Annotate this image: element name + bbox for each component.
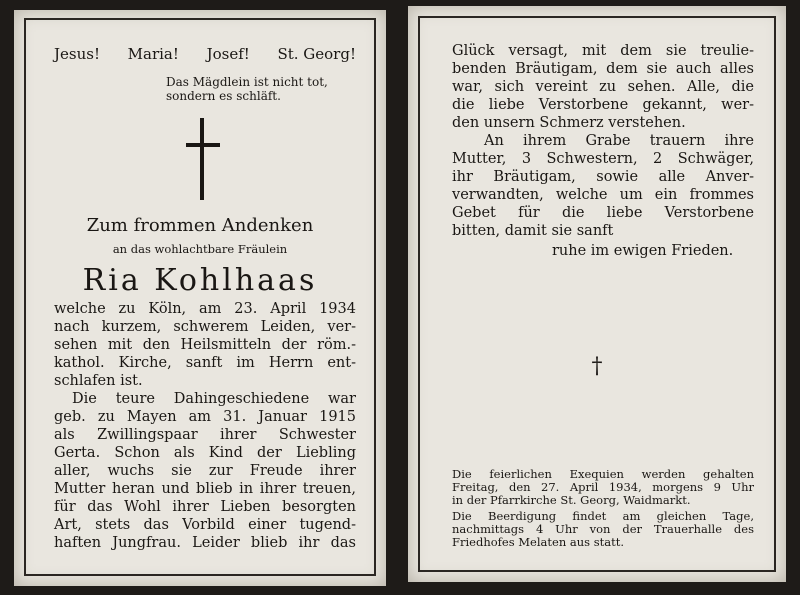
left-body-line: Gerta. Schon als Kind der Liebling	[54, 445, 356, 461]
right-body-line: An ihrem Grabe trauern ihre	[484, 133, 754, 149]
subheading: an das wohlachtbare Fräulein	[112, 242, 288, 256]
left-body-line: schlafen ist.	[54, 373, 143, 389]
notice-line: Freitag, den 27. April 1934, morgens 9 Uhr	[452, 480, 754, 494]
service-notice	[452, 468, 754, 549]
invocation-josef: Josef!	[206, 45, 250, 63]
right-body-line: Mutter, 3 Schwestern, 2 Schwäger,	[452, 151, 754, 167]
left-body-line: Die teure Dahingeschiedene war	[72, 391, 356, 407]
closing-line: ruhe im ewigen Frieden.	[552, 243, 734, 259]
right-body-line: Glück versagt, mit dem sie treulie-	[452, 43, 754, 59]
invocation-jesus: Jesus!	[54, 45, 100, 63]
right-body	[452, 42, 754, 260]
left-body	[54, 300, 356, 552]
left-body-line: Mutter heran und blieb in ihrer treuen,	[54, 481, 356, 497]
notice-line: Die feierlichen Exequien werden gehalten	[452, 467, 754, 481]
small-cross-icon: †	[591, 354, 603, 379]
invocation-maria: Maria!	[127, 45, 179, 63]
left-body-line: welche zu Köln, am 23. April 1934	[54, 301, 356, 317]
right-body-line: Gebet für die liebe Verstorbene	[452, 205, 754, 221]
left-page	[14, 10, 386, 586]
right-body-line: ihr Bräutigam, sowie alle Anver-	[452, 169, 754, 185]
heading: Zum frommen Andenken	[86, 215, 314, 236]
right-body-line: benden Bräutigam, dem sie auch alles	[452, 61, 754, 77]
quote-line-2: sondern es schläft.	[166, 89, 281, 103]
left-body-line: für das Wohl ihrer Lieben besorgten	[54, 499, 356, 515]
quote-line-1: Das Mägdlein ist nicht tot,	[166, 75, 328, 89]
left-body-line: kathol. Kirche, sanft im Herrn ent-	[54, 355, 356, 371]
right-body-line: bitten, damit sie sanft	[452, 223, 614, 239]
left-body-line: sehen mit den Heilsmitteln der röm.-	[54, 337, 356, 353]
deceased-name: Ria Kohlhaas	[82, 263, 318, 298]
left-body-line: nach kurzem, schwerem Leiden, ver-	[54, 319, 356, 335]
invocation-line	[54, 45, 356, 63]
right-body-line: die liebe Verstorbene gekannt, wer-	[452, 97, 754, 113]
invocation-st-georg: St. Georg!	[277, 45, 356, 63]
right-body-line: den unsern Schmerz verstehen.	[452, 115, 686, 131]
right-body-line: verwandten, welche um ein frommes	[452, 187, 754, 203]
notice-line: Friedhofes Melaten aus statt.	[452, 535, 624, 549]
right-page	[408, 6, 786, 582]
notice-line: Die Beerdigung findet am gleichen Tage,	[452, 509, 754, 523]
notice-line: nachmittags 4 Uhr von der Trauerhalle des	[452, 522, 754, 536]
left-body-line: Art, stets das Vorbild einer tugend-	[54, 517, 356, 533]
left-body-line: haften Jungfrau. Leider blieb ihr das	[54, 535, 356, 551]
notice-line: in der Pfarrkirche St. Georg, Waidmarkt.	[452, 493, 691, 507]
left-body-line: aller, wuchs sie zur Freude ihrer	[54, 463, 356, 479]
left-body-line: als Zwillingspaar ihrer Schwester	[54, 427, 356, 443]
right-body-line: war, sich vereint zu sehen. Alle, die	[452, 79, 754, 95]
left-body-line: geb. zu Mayen am 31. Januar 1915	[54, 409, 356, 425]
